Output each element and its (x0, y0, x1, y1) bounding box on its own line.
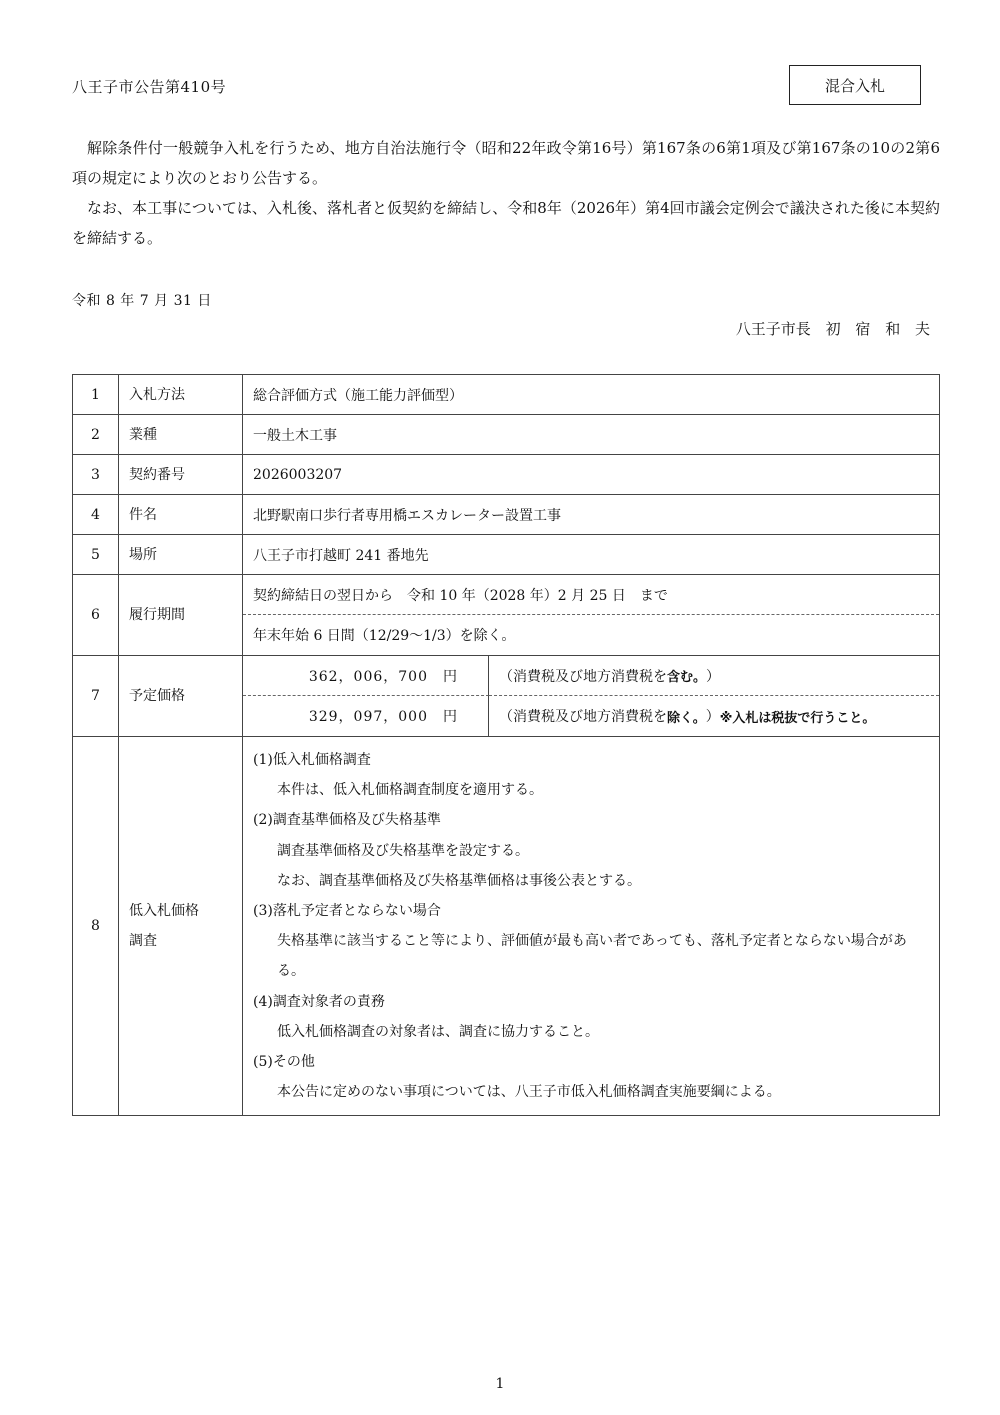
note-text: ） (705, 709, 720, 725)
list-line: 本公告に定めのない事項については、八王子市低入札価格調査実施要綱による。 (277, 1084, 781, 1101)
mayor-name-char: 和 (885, 320, 901, 338)
row-label: 予定価格 (119, 656, 243, 737)
table-row-low-bid (73, 737, 940, 1116)
mayor-name-char: 宿 (855, 320, 871, 338)
price-note-excl-tax (489, 696, 939, 736)
page-number: 1 (495, 1376, 505, 1392)
row-label: 業種 (119, 415, 243, 455)
table-row (73, 455, 940, 495)
note-emphasis: 含む。 (667, 670, 707, 685)
list-heading: (2)調査基準価格及び失格基準 (253, 812, 441, 829)
tax-excluded-warning: ※入札は税抜で行うこと。 (719, 710, 876, 726)
row-value: 北野駅南口歩行者専用橋エスカレーター設置工事 (243, 495, 940, 535)
table-row-price (73, 656, 940, 737)
row-number: 1 (73, 375, 119, 415)
list-line: 失格基準に該当すること等により、評価値が最も高い者であっても、落札予定者とならない場合がある。 (277, 933, 907, 980)
note-emphasis: 除く。 (667, 710, 706, 726)
table-row (73, 375, 940, 415)
row-number: 6 (73, 575, 119, 656)
low-bid-list (243, 737, 939, 1115)
table-row (73, 535, 940, 575)
list-heading: (5)その他 (253, 1054, 315, 1071)
table-row (73, 415, 940, 455)
label-line: 低入札価格 (129, 903, 199, 920)
note-text: （消費税及び地方消費税を (499, 709, 667, 725)
row-number: 3 (73, 455, 119, 495)
list-heading: (1)低入札価格調査 (253, 752, 371, 768)
mayor-title: 八王子市長 (735, 320, 811, 338)
notice-date: 令和 8 年 7 月 31 日 (72, 293, 212, 309)
row-label (119, 737, 243, 1116)
period-cell (243, 575, 940, 656)
label-line: 調査 (129, 933, 157, 950)
row-label: 契約番号 (119, 455, 243, 495)
table-row-period (73, 575, 940, 656)
row-number: 7 (73, 656, 119, 737)
row-value: 一般土木工事 (243, 415, 940, 455)
list-line: 本件は、低入札価格調査制度を適用する。 (277, 782, 543, 799)
list-heading: (3)落札予定者とならない場合 (253, 903, 441, 920)
notice-number: 八王子市公告第410号 (72, 78, 227, 96)
row-label: 履行期間 (119, 575, 243, 656)
row-value: 総合評価方式（施工能力評価型） (243, 375, 940, 415)
list-heading: (4)調査対象者の責務 (253, 993, 385, 1010)
list-line: なお、調査基準価格及び失格基準価格は事後公表とする。 (277, 872, 641, 889)
price-amount-incl-tax: 362，006，700 円 (243, 656, 489, 696)
mayor-name-char: 夫 (914, 320, 930, 338)
list-line: 調査基準価格及び失格基準を設定する。 (277, 842, 529, 859)
mayor-name-char: 初 (825, 320, 841, 338)
bid-type-badge: 混合入札 (789, 65, 921, 105)
intro-paragraph-2: なお、本工事については、入札後、落札者と仮契約を締結し、令和8年（2026年）第4回市議会定例会で議決された後に本契約を締結する。 (72, 199, 940, 247)
row-number: 4 (73, 495, 119, 535)
note-text: ） (706, 668, 721, 685)
row-number: 2 (73, 415, 119, 455)
mayor-signature (736, 318, 930, 339)
row-label: 場所 (119, 535, 243, 575)
period-line-2: 年末年始 6 日間（12/29～1/3）を除く。 (253, 628, 516, 644)
low-bid-cell (243, 737, 940, 1116)
intro-paragraph-1: 解除条件付一般競争入札を行うため、地方自治法施行令（昭和22年政令第16号）第167条の6第1項及び第167条の10の2第6項の規定により次のとおり公告する。 (72, 139, 940, 187)
row-value: 八王子市打越町 241 番地先 (243, 535, 940, 575)
table-row (73, 495, 940, 535)
row-label: 入札方法 (119, 375, 243, 415)
row-number: 5 (73, 535, 119, 575)
price-amount-excl-tax: 329，097，000 円 (243, 696, 489, 736)
price-note-incl-tax (489, 656, 939, 696)
price-cell (243, 656, 940, 737)
period-line-1: 契約締結日の翌日から 令和 10 年（2028 年）2 月 25 日 まで (243, 575, 939, 615)
row-label: 件名 (119, 495, 243, 535)
row-value: 2026003207 (243, 455, 940, 495)
intro-text (72, 133, 940, 253)
row-number: 8 (73, 737, 119, 1116)
notice-table (72, 374, 940, 1116)
note-text: （消費税及び地方消費税を (499, 668, 667, 685)
list-line: 低入札価格調査の対象者は、調査に協力すること。 (277, 1023, 599, 1040)
